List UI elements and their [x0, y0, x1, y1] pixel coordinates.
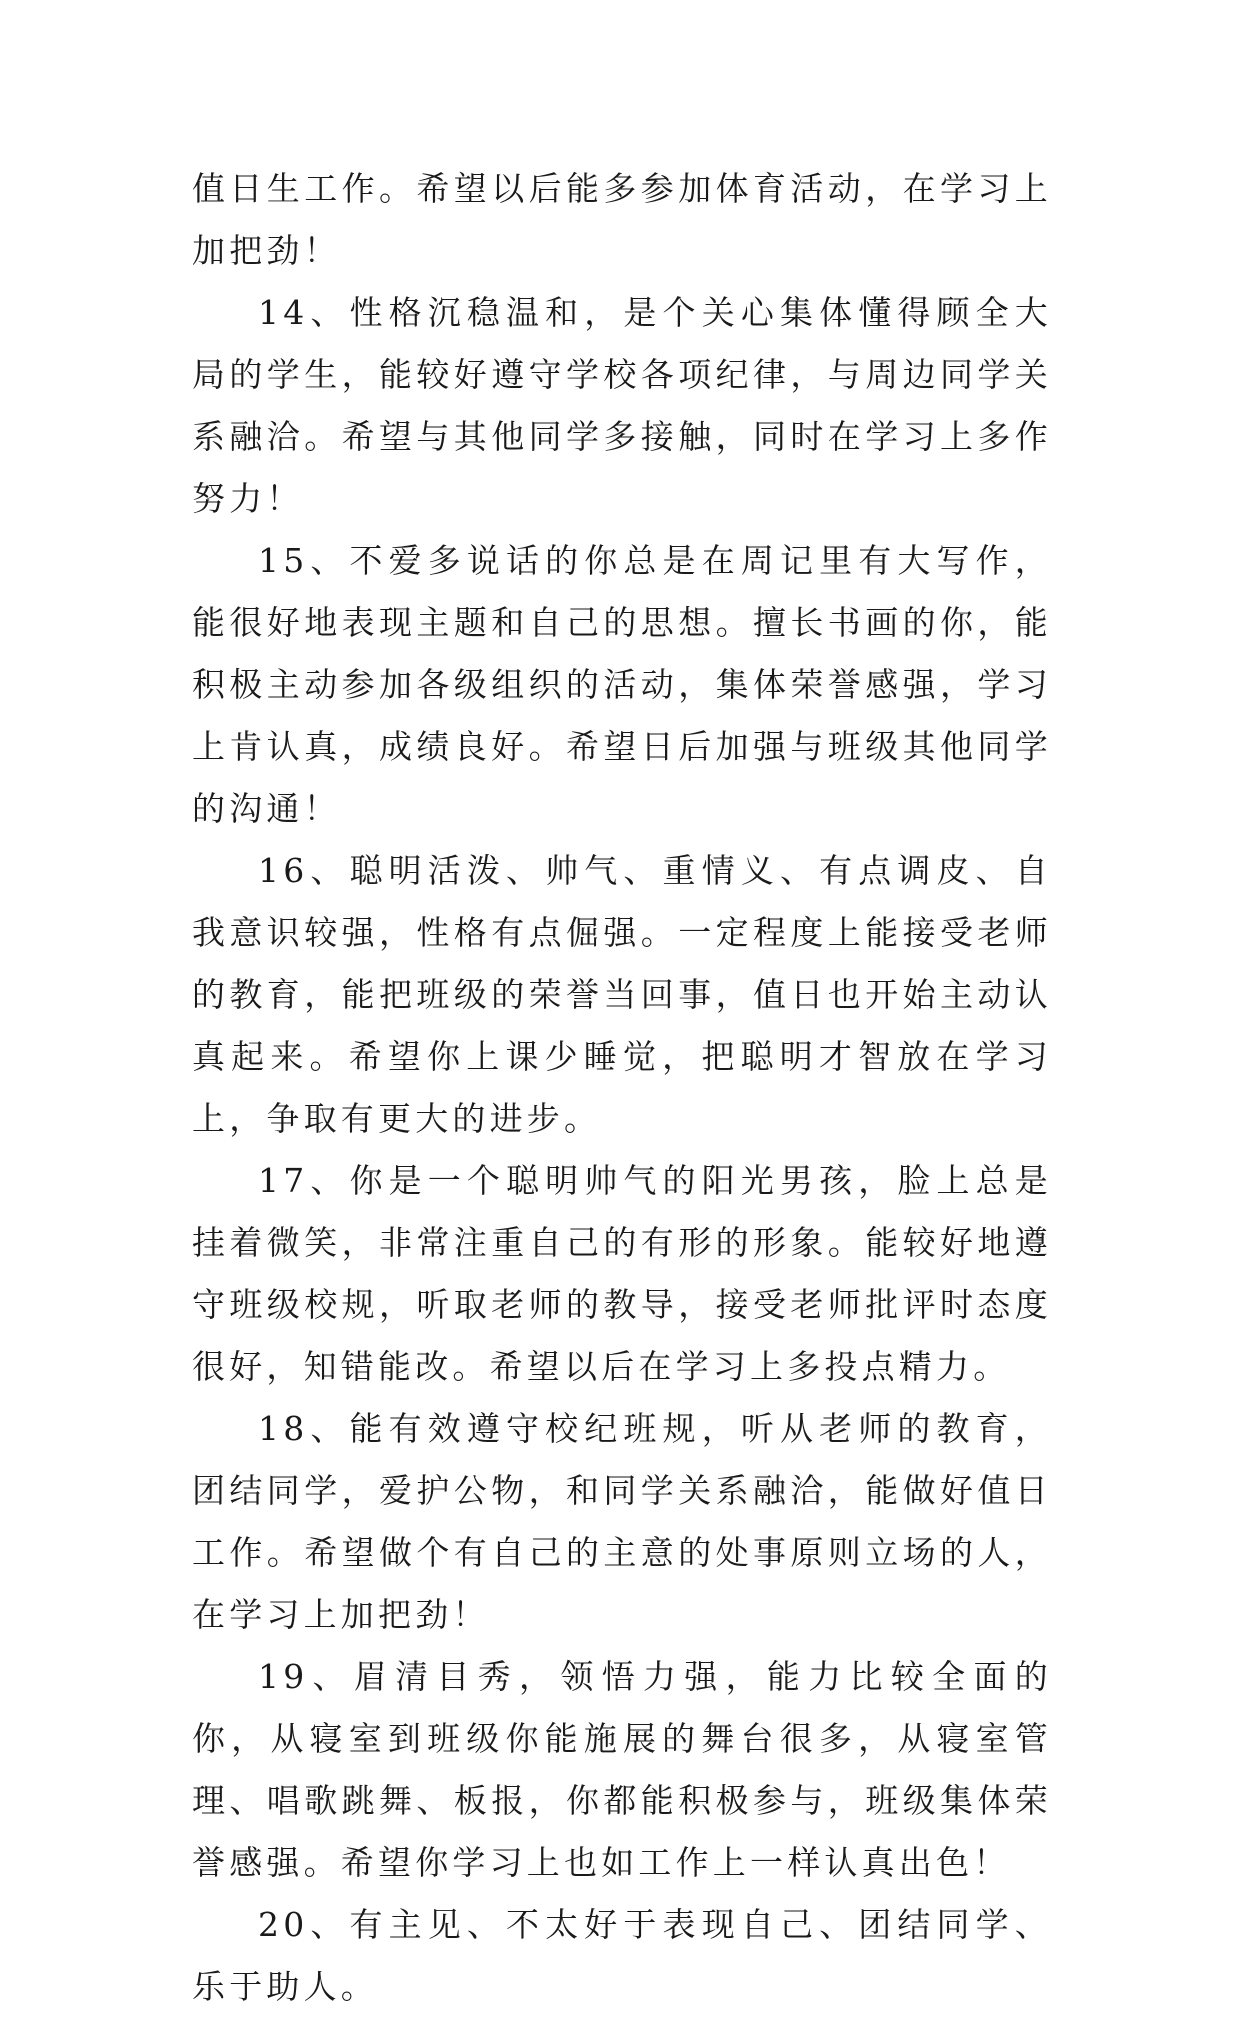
paragraph-13-tail: 值日生工作。希望以后能多参加体育活动，在学习上加把劲！	[192, 169, 1052, 270]
paragraph-20: 20、有主见、不太好于表现自己、团结同学、乐于助人。	[192, 1905, 1052, 2006]
paragraph-14: 14、性格沉稳温和，是个关心集体懂得顾全大局的学生，能较好遵守学校各项纪律，与周边同学关系融洽。希望与其他同学多接触，同时在学习上多作努力！	[192, 293, 1052, 518]
paragraph-19: 19、眉清目秀，领悟力强，能力比较全面的你，从寝室到班级你能施展的舞台很多，从寝室管理、唱歌跳舞、板报，你都能积极参与，班级集体荣誉感强。希望你学习上也如工作上一样认真出色！	[192, 1657, 1052, 1882]
paragraph-15: 15、不爱多说话的你总是在周记里有大写作，能很好地表现主题和自己的思想。擅长书画的你，能积极主动参加各级组织的活动，集体荣誉感强，学习上肯认真，成绩良好。希望日后加强与班级其他同学的沟通！	[192, 541, 1052, 828]
paragraph-17: 17、你是一个聪明帅气的阳光男孩，脸上总是挂着微笑，非常注重自己的有形的形象。能较好地遵守班级校规，听取老师的教导，接受老师批评时态度很好，知错能改。希望以后在学习上多投点精力。	[192, 1161, 1052, 1386]
document-body	[192, 158, 1052, 2018]
paragraph-16: 16、聪明活泼、帅气、重情义、有点调皮、自我意识较强，性格有点倔强。一定程度上能接受老师的教育，能把班级的荣誉当回事，值日也开始主动认真起来。希望你上课少睡觉，把聪明才智放在学习上，争取有更大的进步。	[192, 851, 1052, 1138]
paragraph-18: 18、能有效遵守校纪班规，听从老师的教育，团结同学，爱护公物，和同学关系融洽，能做好值日工作。希望做个有自己的主意的处事原则立场的人，在学习上加把劲！	[192, 1409, 1052, 1634]
